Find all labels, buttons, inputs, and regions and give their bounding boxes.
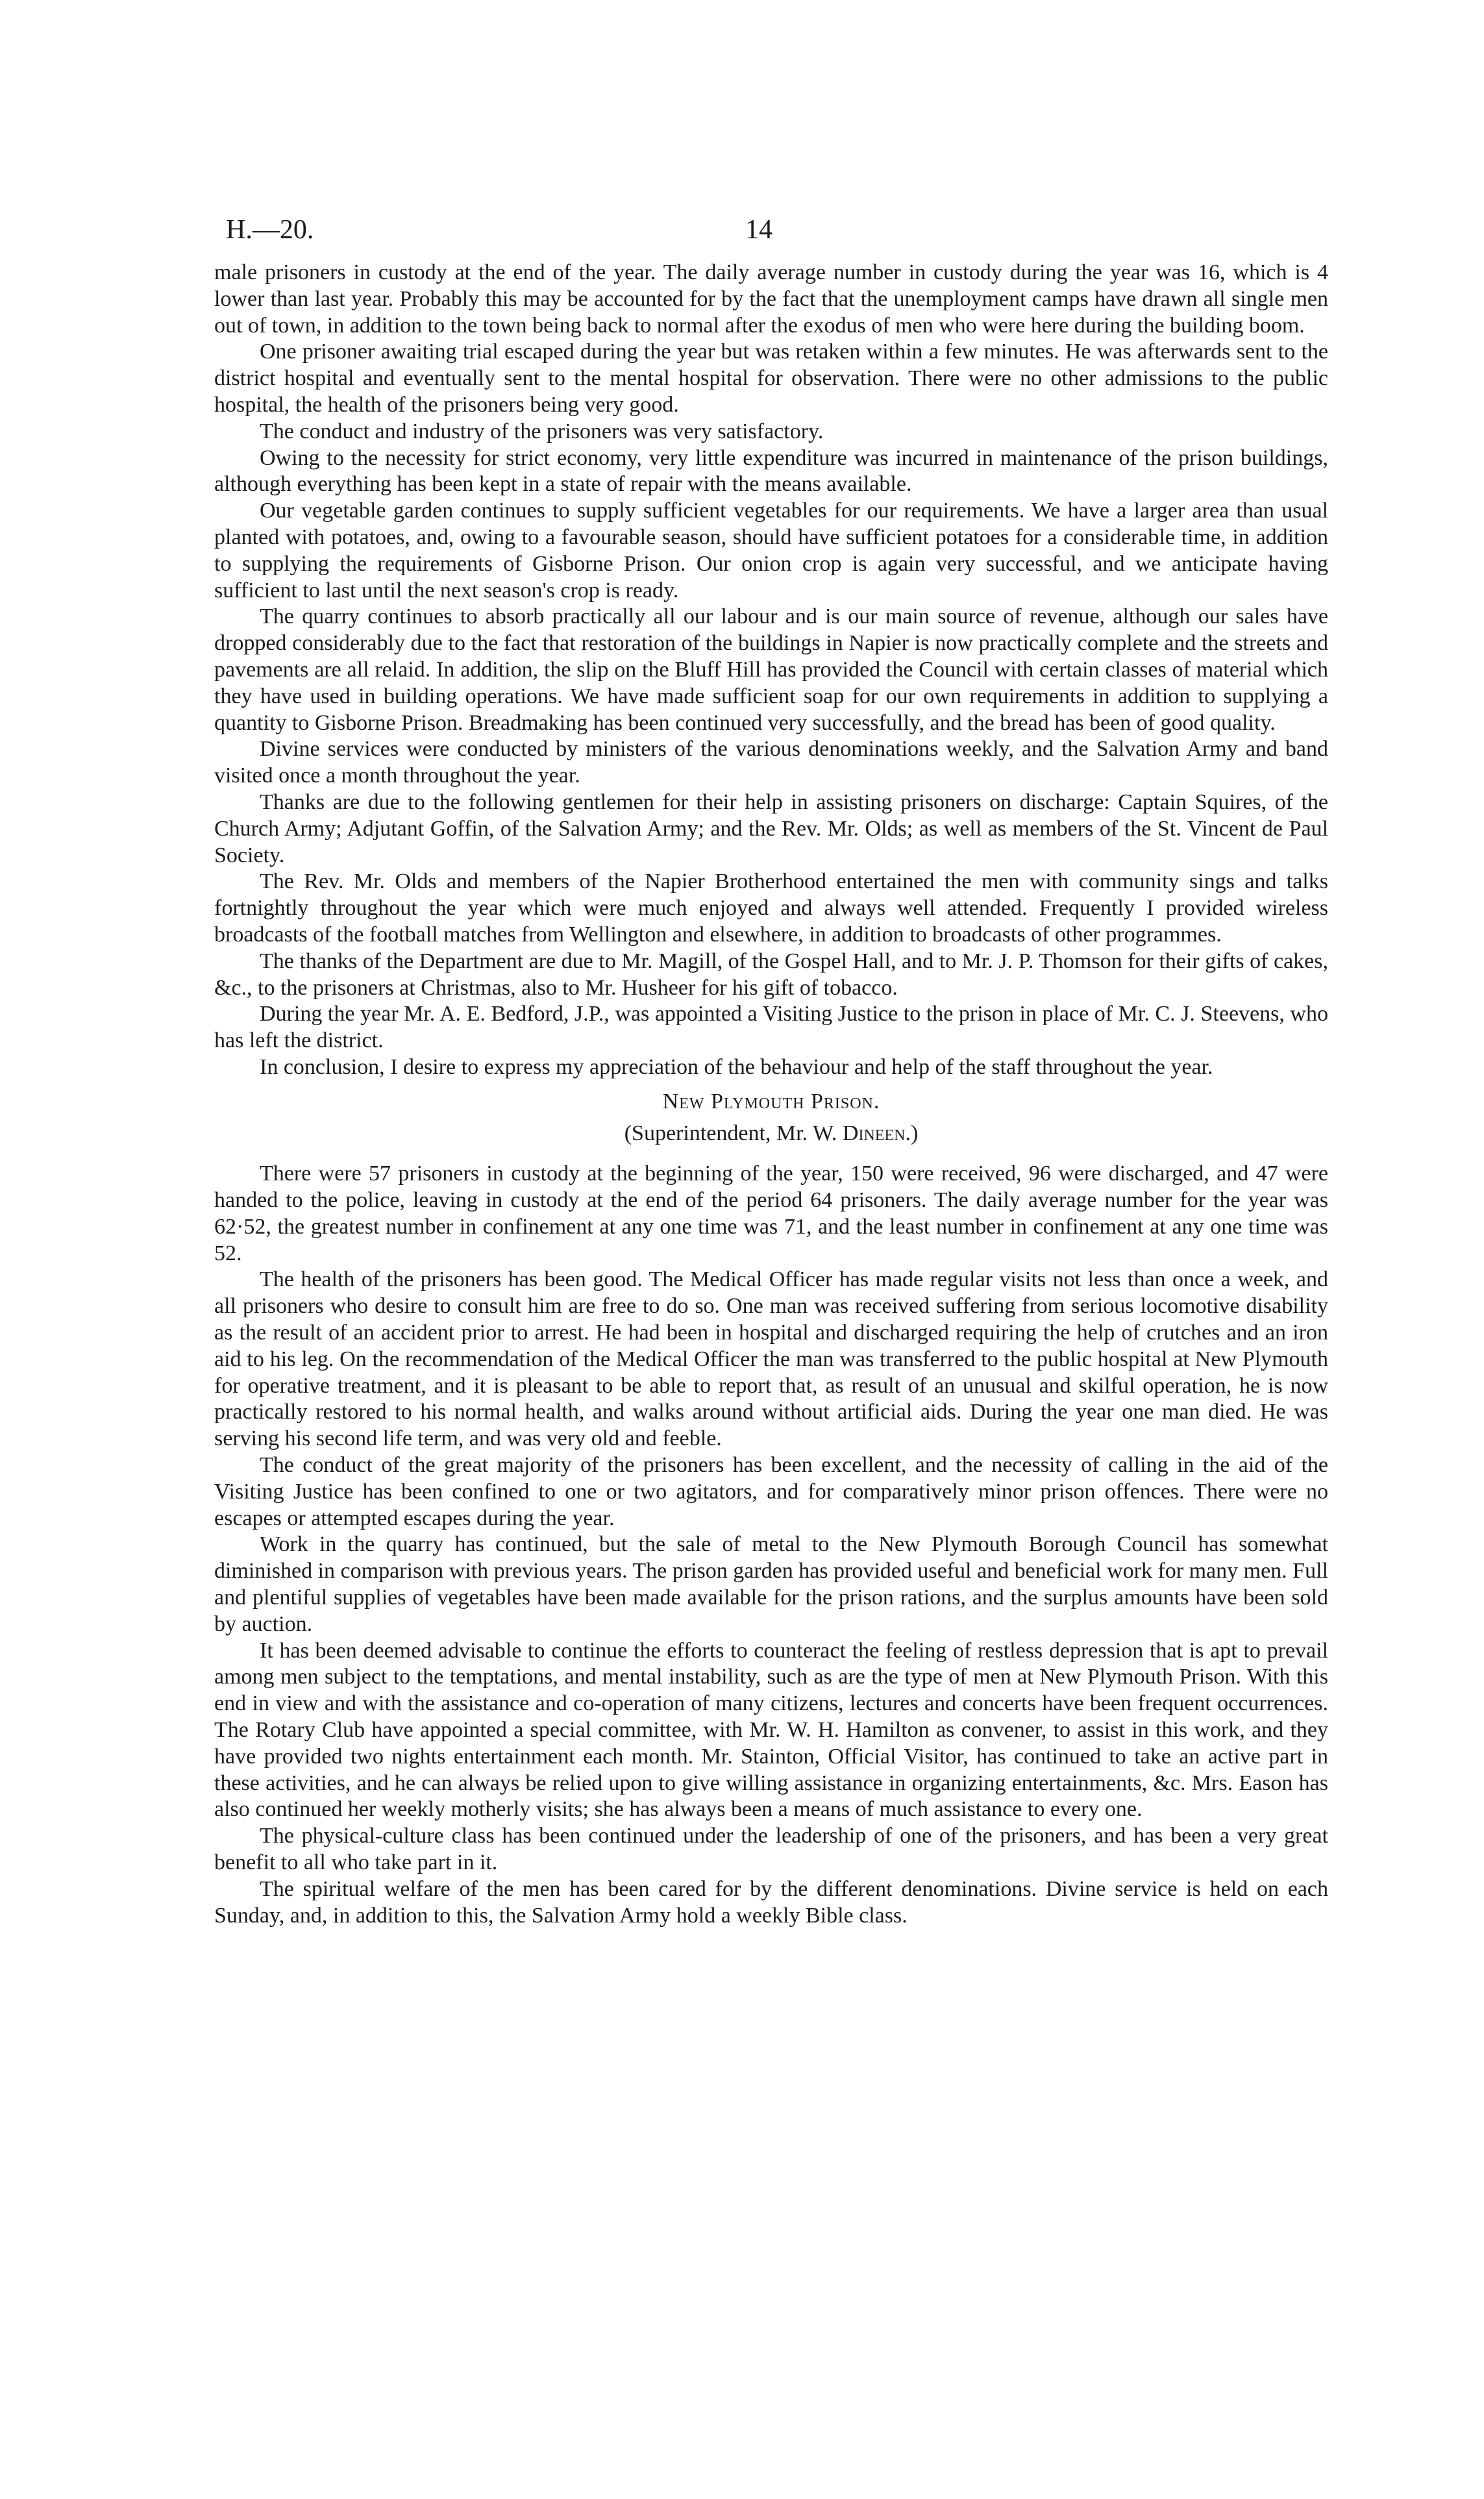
- paragraph: The conduct of the great majority of the prisoners has been excellent, and the necessity of calling in the aid of the Visiting Justice has been confined to one or two agitators, and for comparatively minor prison offences. There were no escapes or attempted escapes during the year.: [214, 1453, 1328, 1530]
- document-reference: H.—20.: [226, 215, 314, 245]
- paragraph: The health of the prisoners has been good. The Medical Officer has made regular visits not less than once a week, and all prisoners who desire to consult him are free to do so. One man was received suffering from serious locomotive disability as the result of an accident prior to arrest. He had been in hospital and discharged requiring the help of crutches and an iron aid to his leg. On the recommendation of the Medical Officer the man was transferred to the public hospital at New Plymouth for operative treatment, and it is pleasant to be able to report that, as result of an unusual and skilful operation, he is now practically restored to his normal health, and walks around without artificial aids. During the year one man died. He was serving his second life term, and was very old and feeble.: [214, 1267, 1328, 1451]
- body-text: [214, 260, 1328, 1929]
- superintendent-name: Dineen: [842, 1121, 906, 1145]
- paragraph: The thanks of the Department are due to Mr. Magill, of the Gospel Hall, and to Mr. J. P. Thomson for their gifts of cakes, &c., to the prisoners at Christmas, also to Mr. Husheer for his gift of tobacco.: [214, 949, 1328, 1000]
- paragraph: Divine services were conducted by ministers of the various denominations weekly, and the Salvation Army and band visited once a month throughout the year.: [214, 737, 1328, 788]
- paragraph: The conduct and industry of the prisoners was very satisfactory.: [260, 419, 824, 443]
- paragraph: The physical-culture class has been continued under the leadership of one of the prisoners, and has been a very great benefit to all who take part in it.: [214, 1824, 1328, 1875]
- subheading-suffix: .): [905, 1121, 919, 1145]
- paragraph: The spiritual welfare of the men has been cared for by the different denominations. Divine service is held on each Sunday, and, in addition to this, the Salvation Army hold a weekly Bible class.: [214, 1876, 1328, 1928]
- page-number: 14: [745, 215, 773, 245]
- section-subheading: [214, 1121, 1328, 1147]
- paragraph: Owing to the necessity for strict economy, very little expenditure was incurred in maintenance of the prison buildings, although everything has been kept in a state of repair with the means available.: [214, 445, 1328, 497]
- paragraph: It has been deemed advisable to continue the efforts to counteract the feeling of restless depression that is apt to prevail among men subject to the temptations, and mental instability, such as are the type of men at New Plymouth Prison. With this end in view and with the assistance and co-operation of many citizens, lectures and concerts have been frequent occurrences. The Rotary Club have appointed a special committee, with Mr. W. H. Hamilton as convener, to assist in this work, and they have provided two nights entertainment each month. Mr. Stainton, Official Visitor, has continued to take an active part in these activities, and he can always be relied upon to give willing assistance in organizing entertainments, &c. Mrs. Eason has also continued her weekly motherly visits; she has always been a means of much assistance to every one.: [214, 1638, 1328, 1822]
- subheading-prefix: (Superintendent, Mr. W.: [624, 1121, 843, 1145]
- paragraph: Thanks are due to the following gentlemen for their help in assisting prisoners on discharge: Captain Squires, of the Church Army; Adjutant Goffin, of the Salvation Army; and the Rev. Mr. Olds; as well as members of the St. Vincent de Paul Society.: [214, 789, 1328, 867]
- section-heading: New Plymouth Prison.: [662, 1089, 880, 1113]
- paragraph: During the year Mr. A. E. Bedford, J.P., was appointed a Visiting Justice to the prison in place of Mr. C. J. Steevens, who has left the district.: [214, 1002, 1328, 1053]
- paragraph: One prisoner awaiting trial escaped during the year but was retaken within a few minutes. He was afterwards sent to the district hospital and eventually sent to the mental hospital for observation. There were no other admissions to the public hospital, the health of the prisoners being very good.: [214, 340, 1328, 417]
- paragraph: Our vegetable garden continues to supply sufficient vegetables for our requirements. We have a larger area than usual planted with potatoes, and, owing to a favourable season, should have sufficient potatoes for a considerable time, in addition to supplying the requirements of Gisborne Prison. Our onion crop is again very successful, and we anticipate having sufficient to last until the next season's crop is ready.: [214, 499, 1328, 603]
- page-header: [226, 209, 1329, 251]
- paragraph: male prisoners in custody at the end of the year. The daily average number in custody during the year was 16, which is 4 lower than last year. Probably this may be accounted for by the fact that the unemployment camps have drawn all single men out of town, in addition to the town being back to normal after the exodus of men who were here during the building boom.: [214, 260, 1328, 338]
- paragraph: The Rev. Mr. Olds and members of the Napier Brotherhood entertained the men with community sings and talks fortnightly throughout the year which were much enjoyed and always well attended. Frequently I provided wireless broadcasts of the football matches from Wellington and elsewhere, in addition to broadcasts of other programmes.: [214, 869, 1328, 947]
- paragraph: There were 57 prisoners in custody at the beginning of the year, 150 were received, 96 were discharged, and 47 were handed to the police, leaving in custody at the end of the period 64 prisoners. The daily average number for the year was 62·52, the greatest number in confinement at any one time was 71, and the least number in confinement at any one time was 52.: [214, 1162, 1328, 1265]
- paragraph: Work in the quarry has continued, but the sale of metal to the New Plymouth Borough Council has somewhat diminished in comparison with previous years. The prison garden has provided useful and beneficial work for many men. Full and plentiful supplies of vegetables have been made available for the prison rations, and the surplus amounts have been sold by auction.: [214, 1532, 1328, 1636]
- paragraph: In conclusion, I desire to express my appreciation of the behaviour and help of the staff throughout the year.: [260, 1054, 1213, 1079]
- paragraph: The quarry continues to absorb practically all our labour and is our main source of revenue, although our sales have dropped considerably due to the fact that restoration of the buildings in Napier is now practically complete and the streets and pavements are all relaid. In addition, the slip on the Bluff Hill has provided the Council with certain classes of material which they have used in building operations. We have made sufficient soap for our own requirements in addition to supplying a quantity to Gisborne Prison. Breadmaking has been continued very successfully, and the bread has been of good quality.: [214, 604, 1328, 735]
